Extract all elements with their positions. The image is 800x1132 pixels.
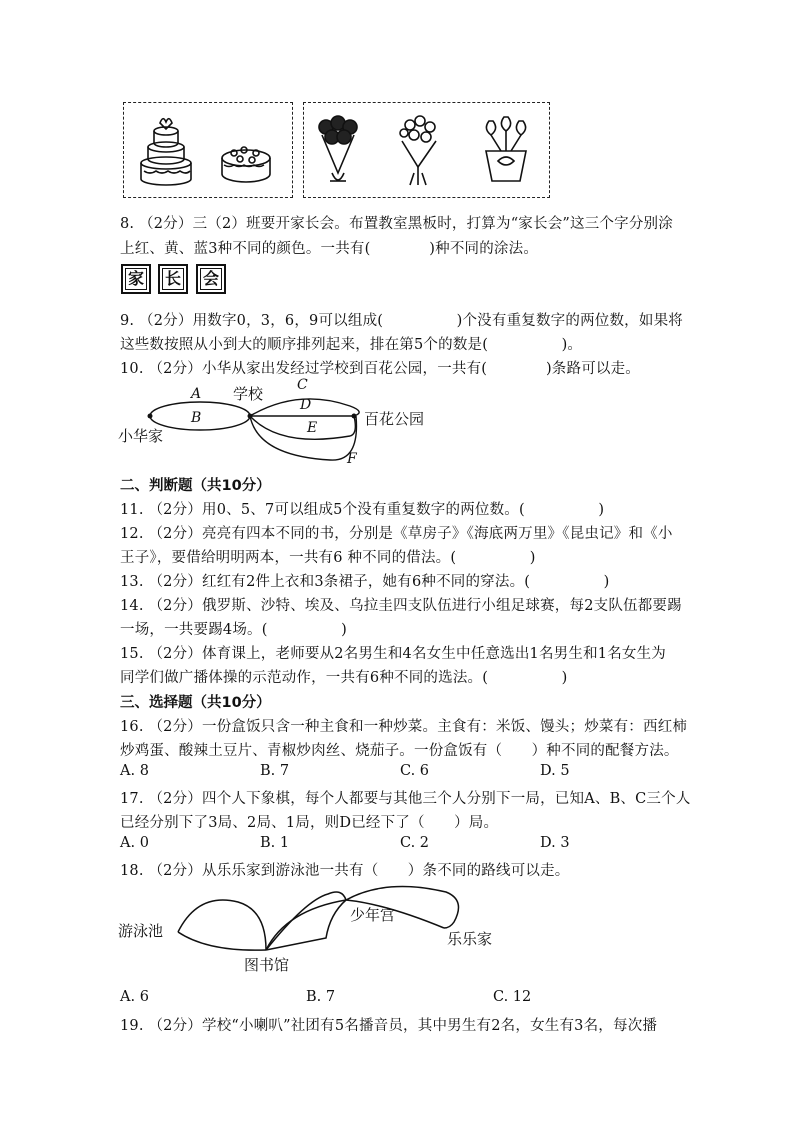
question-8-line-2: 上红、黄、蓝3种不同的颜色。一共有( )种不同的涂法。	[120, 241, 539, 257]
q16-option-c[interactable]: C. 6	[400, 763, 430, 779]
school-label: 学校	[233, 385, 264, 403]
question-14-line-1: 14. （2分）俄罗斯、沙特、埃及、乌拉圭四支队伍进行小组足球赛，每2支队伍都要踢	[120, 598, 682, 614]
q16-option-d[interactable]: D. 5	[540, 763, 570, 779]
question-13: 13. （2分）红红有2件上衣和3条裙子，她有6种不同的穿法。( )	[120, 574, 610, 590]
question-10-line-1: 10. （2分）小华从家出发经过学校到百花公园，一共有( )条路可以走。	[120, 361, 641, 377]
q17-option-c[interactable]: C. 2	[400, 835, 430, 851]
route-e-label: E	[307, 420, 318, 436]
question-18-line-1: 18. （2分）从乐乐家到游泳池一共有（ ）条不同的路线可以走。	[120, 863, 570, 879]
park-label: 百花公园	[364, 410, 425, 428]
question-17-line-2: 已经分别下了3局、2局、1局，则D已经下了（ ）局。	[120, 815, 499, 831]
question-17-line-1: 17. （2分）四个人下象棋，每个人都要与其他三个人分别下一局，已知A、B、C三个人	[120, 791, 691, 807]
char-tile-zhang: 长	[158, 264, 188, 294]
cake-picture-box	[123, 102, 293, 198]
q18-option-b[interactable]: B. 7	[306, 989, 336, 1005]
question-16-line-1: 16. （2分）一份盒饭只含一种主食和一种炒菜。主食有：米饭、馒头；炒菜有：西红柿	[120, 719, 688, 735]
char-tile-hui: 会	[196, 264, 226, 294]
flower-picture-box	[303, 102, 550, 198]
cake-illustration	[124, 103, 292, 197]
route-c-label: C	[297, 377, 308, 393]
route-map-pool	[170, 880, 480, 960]
route-a-label: A	[191, 386, 202, 402]
q18-option-a[interactable]: A. 6	[120, 989, 149, 1005]
question-14-line-2: 一场，一共要踢4场。( )	[120, 622, 347, 638]
question-11: 11. （2分）用0、5、7可以组成5个没有重复数字的两位数。( )	[120, 502, 605, 518]
question-19-line-1: 19. （2分）学校“小喇叭”社团有5名播音员，其中男生有2名，女生有3名，每次播	[120, 1018, 658, 1034]
question-16-line-2: 炒鸡蛋、酸辣土豆片、青椒炒肉丝、烧茄子。一份盒饭有（ ）种不同的配餐方法。	[120, 743, 679, 759]
question-12-line-2: 王子》，要借给明明两本，一共有6 种不同的借法。( )	[120, 550, 536, 566]
q17-option-a[interactable]: A. 0	[120, 835, 149, 851]
question-15-line-2: 同学们做广播体操的示范动作，一共有6种不同的选法。( )	[120, 670, 568, 686]
pool-label: 游泳池	[118, 922, 164, 940]
section-2-heading: 二、判断题（共10分）	[120, 478, 271, 494]
question-9-line-1: 9. （2分）用数字0，3，6，9可以组成( )个没有重复数字的两位数，如果将	[120, 313, 683, 329]
question-9-line-2: 这些数按照从小到大的顺序排列起来，排在第5个的数是( )。	[120, 337, 583, 353]
q16-option-a[interactable]: A. 8	[120, 763, 149, 779]
library-label: 图书馆	[244, 956, 290, 974]
home-label: 小华家	[118, 427, 164, 445]
palace-label: 少年宫	[350, 906, 396, 924]
route-b-label: B	[191, 410, 202, 426]
q18-option-c[interactable]: C. 12	[493, 989, 532, 1005]
section-3-heading: 三、选择题（共10分）	[120, 695, 271, 711]
question-15-line-1: 15. （2分）体育课上，老师要从2名男生和4名女生中任意选出1名男生和1名女生为	[120, 646, 666, 662]
q17-option-b[interactable]: B. 1	[260, 835, 290, 851]
route-d-label: D	[300, 397, 312, 413]
q17-option-d[interactable]: D. 3	[540, 835, 570, 851]
flower-bouquets-illustration	[304, 103, 549, 197]
char-tile-jia: 家	[121, 264, 151, 294]
route-f-label: F	[347, 451, 357, 467]
question-12-line-1: 12. （2分）亮亮有四本不同的书，分别是《草房子》《海底两万里》《昆虫记》和《小	[120, 526, 673, 542]
lele-home-label: 乐乐家	[447, 930, 493, 948]
q16-option-b[interactable]: B. 7	[260, 763, 290, 779]
question-8-line-1: 8. （2分）三（2）班要开家长会。布置教室黑板时，打算为“家长会”这三个字分别涂	[120, 216, 673, 232]
